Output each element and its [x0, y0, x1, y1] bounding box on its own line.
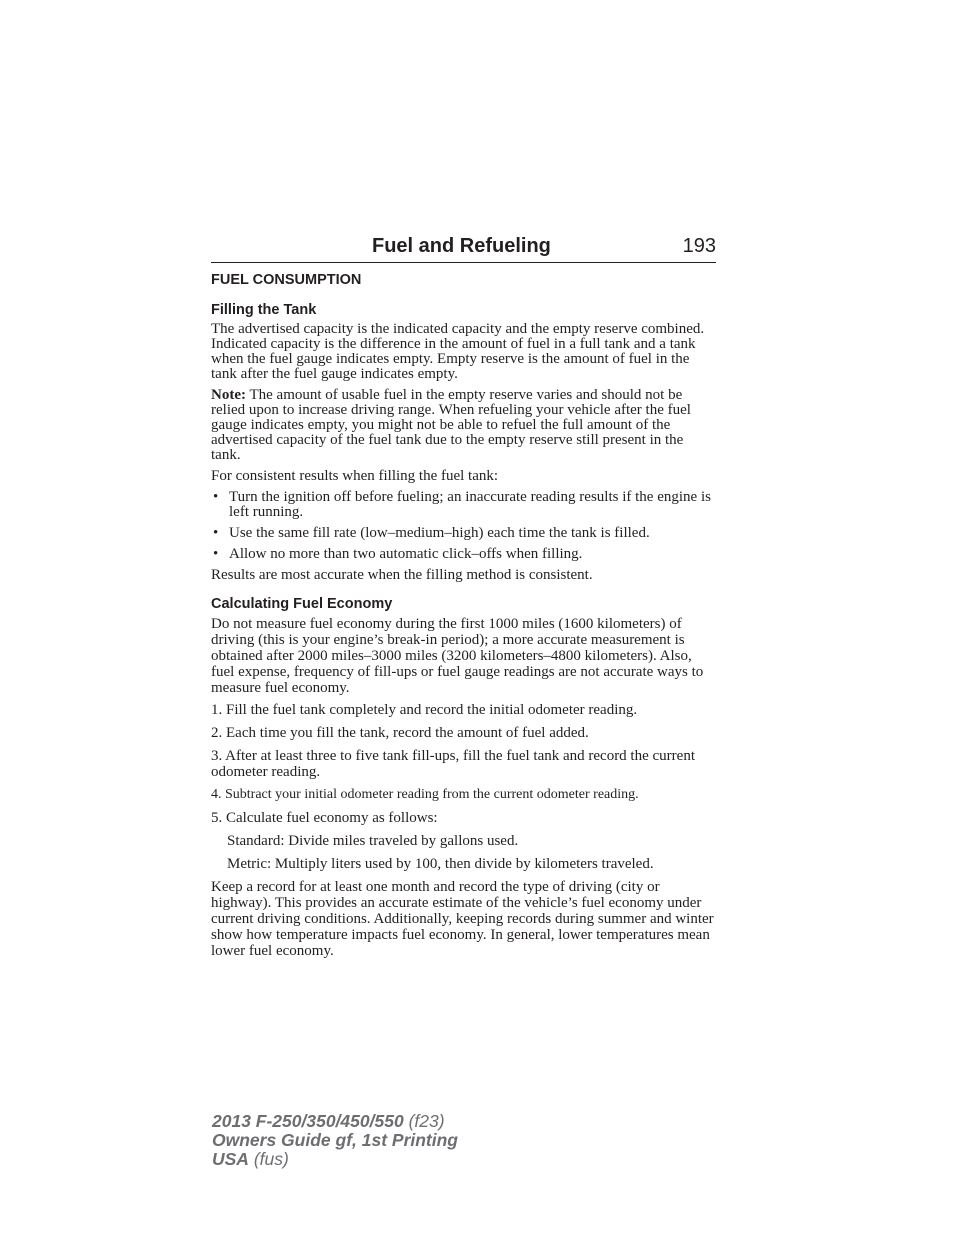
manual-page [211, 228, 716, 965]
footer-line-1 [212, 1112, 458, 1131]
bullet-icon: • [213, 489, 219, 505]
chapter-title: Fuel and Refueling [372, 235, 551, 257]
filling-bullet-list [211, 490, 716, 562]
step-4: 4. Subtract your initial odometer reading from the current odometer reading. [211, 787, 639, 802]
footer-line-3 [212, 1150, 458, 1169]
note-label: Note: [211, 387, 246, 403]
footer-line-2 [212, 1131, 458, 1150]
footer-model-code: (f23) [403, 1111, 445, 1131]
list-item-text: Turn the ignition off before fueling; an inaccurate reading results if the engine is left running. [229, 489, 711, 520]
page-footer [212, 1112, 458, 1169]
step-2: 2. Each time you fill the tank, record the amount of fuel added. [211, 725, 589, 741]
footer-market: USA [212, 1149, 249, 1169]
bullet-icon: • [213, 525, 219, 541]
list-item [211, 547, 716, 562]
standard-formula: Standard: Divide miles traveled by gallons used. [227, 833, 519, 849]
footer-guide: Owners Guide gf, 1st Printing [212, 1130, 458, 1150]
section-title: FUEL CONSUMPTION [211, 272, 362, 288]
footer-model: 2013 F-250/350/450/550 [212, 1111, 404, 1131]
note-paragraph [211, 388, 716, 463]
page-header [211, 228, 716, 263]
filling-conclusion: Results are most accurate when the filling method is consistent. [211, 567, 593, 583]
page-number: 193 [682, 235, 716, 257]
step-5: 5. Calculate fuel economy as follows: [211, 810, 438, 826]
list-item-text: Allow no more than two automatic click–offs when filling. [229, 546, 583, 562]
note-text: The amount of usable fuel in the empty reserve varies and should not be relied upon to increase driving range. When refueling your vehicle after the fuel gauge indicates empty, you might not be able to refuel the full amount of the advertised capacity of the fuel tank due to the empty reserve still present in the tank. [211, 387, 691, 463]
filling-intro: For consistent results when filling the fuel tank: [211, 468, 499, 484]
step-3: 3. After at least three to five tank fill-ups, fill the fuel tank and record the current odometer reading. [211, 748, 695, 780]
footer-market-code: (fus) [248, 1149, 289, 1169]
list-item [211, 490, 716, 520]
economy-paragraph: Do not measure fuel economy during the first 1000 miles (1600 kilometers) of driving (this is your engine’s break-in period); a more accurate measurement is obtained after 2000 miles–3000 miles (3200 kilometers–4800 kilometers). Also, fuel expense, frequency of fill-ups or fuel gauge readings are not accurate ways to measure fuel economy. [211, 616, 704, 696]
step-1: 1. Fill the fuel tank completely and record the initial odometer reading. [211, 702, 638, 718]
metric-formula: Metric: Multiply liters used by 100, then divide by kilometers traveled. [227, 856, 654, 872]
bullet-icon: • [213, 546, 219, 562]
fuel-economy-heading: Calculating Fuel Economy [211, 596, 393, 612]
filling-tank-heading: Filling the Tank [211, 302, 317, 318]
closing-paragraph: Keep a record for at least one month and record the type of driving (city or highway). This provides an accurate estimate of the vehicle’s fuel economy under current driving conditions. Additionally, keeping records during summer and winter show how temperature impacts fuel economy. In general, lower temperatures mean lower fuel economy. [211, 879, 714, 959]
list-item [211, 526, 716, 541]
list-item-text: Use the same fill rate (low–medium–high) each time the tank is filled. [229, 525, 650, 541]
capacity-paragraph: The advertised capacity is the indicated capacity and the empty reserve combined. Indicated capacity is the difference in the amount of fuel in a full tank and a tank when the fuel gauge indicates empty. Empty reserve is the amount of fuel in the tank after the fuel gauge indicates empty. [211, 321, 705, 382]
